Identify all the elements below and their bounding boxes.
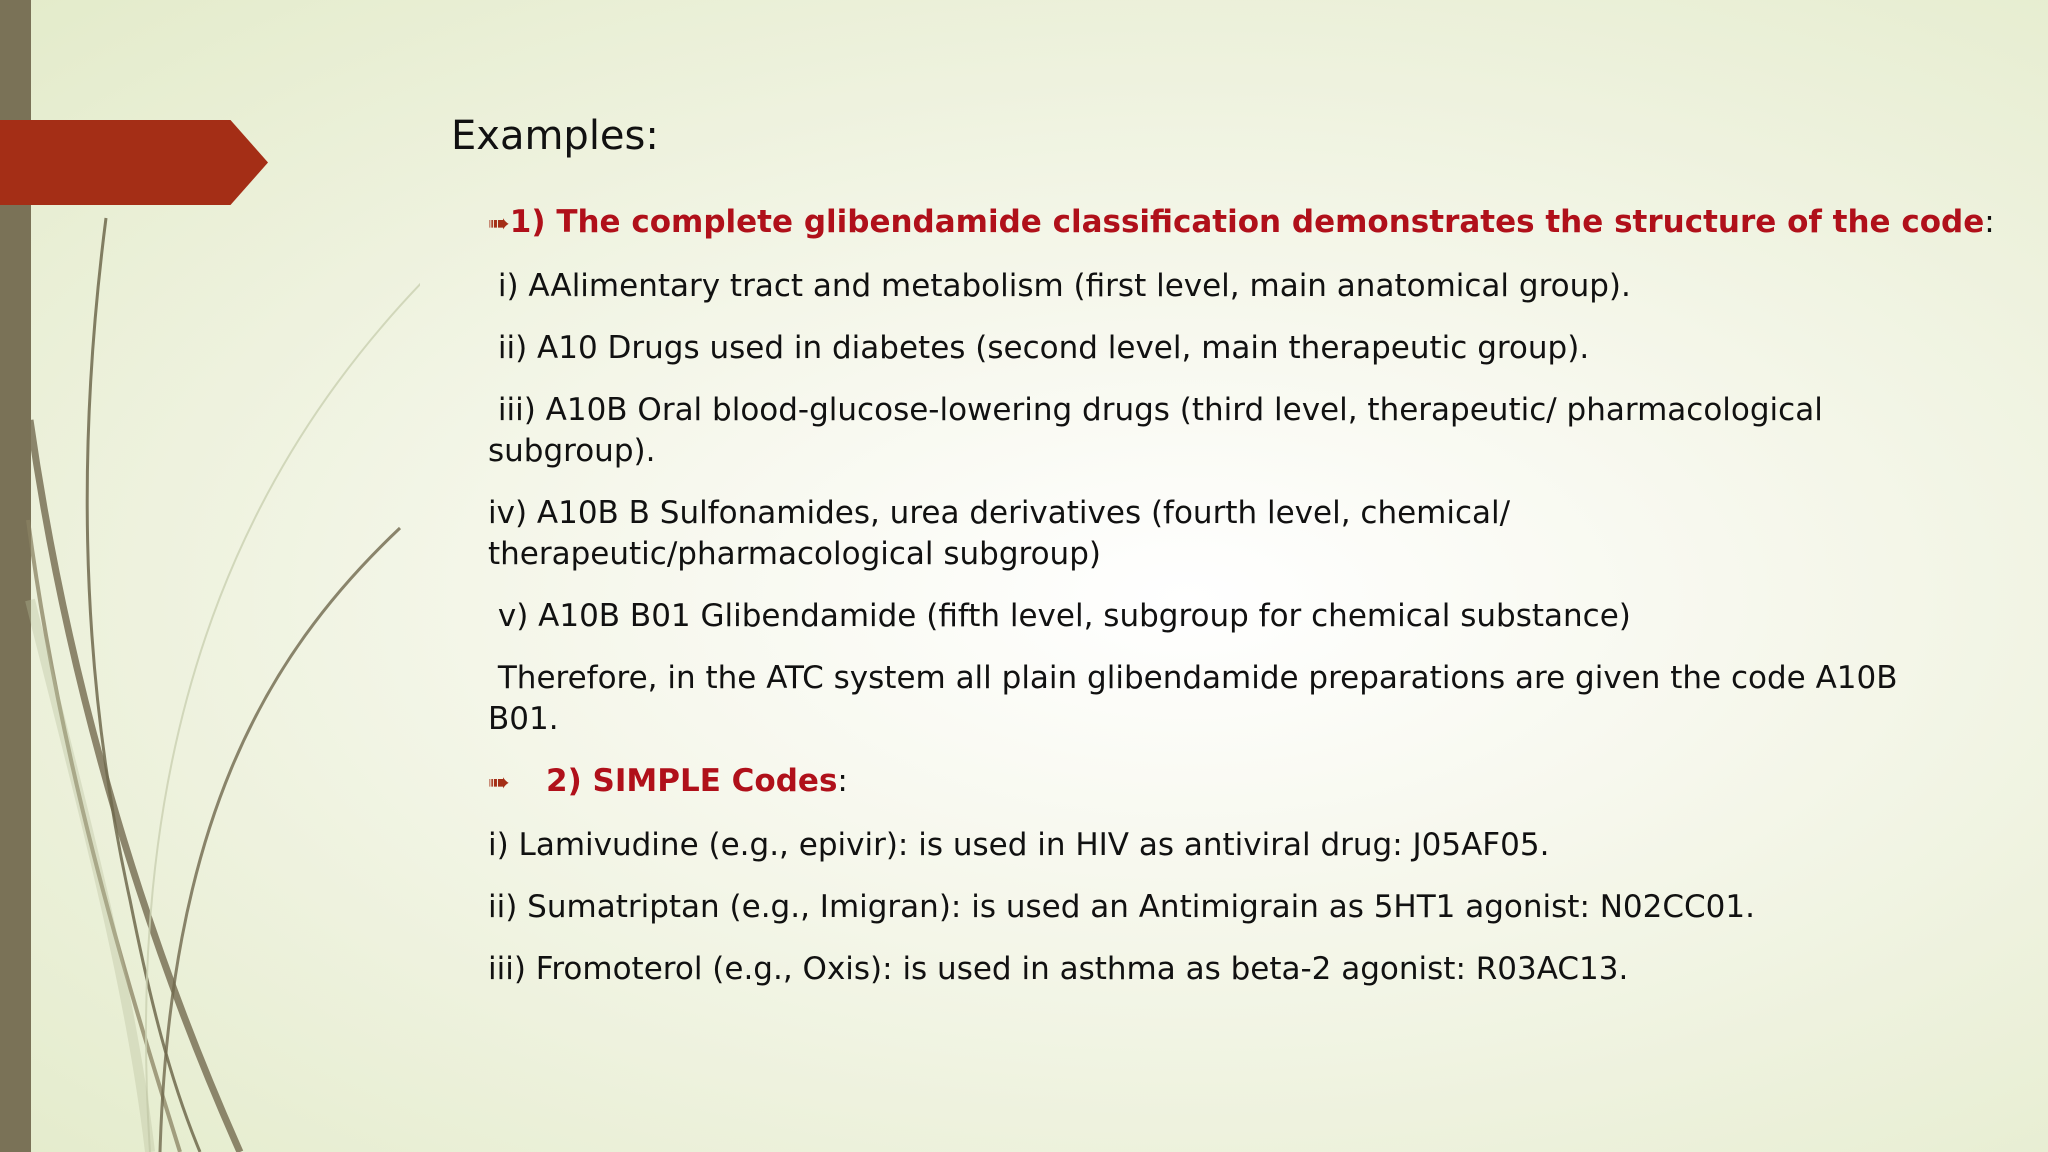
red-title-tab xyxy=(0,120,268,205)
bullet-2-suffix: : xyxy=(837,763,848,799)
list-item: ii) A10 Drugs used in diabetes (second level, main therapeutic group). xyxy=(488,330,1590,366)
list-item: iii) A10B Oral blood-glucose-lowering drugs (third level, therapeutic/ pharmacological subgroup). xyxy=(488,392,1833,469)
bullet-1-suffix: : xyxy=(1984,204,1995,240)
bullet-2-heading: 2) SIMPLE Codes xyxy=(546,763,838,799)
stem-4 xyxy=(160,528,400,1152)
list-item: i) Lamivudine (e.g., epivir): is used in HIV as antiviral drug: J05AF05. xyxy=(488,827,1550,863)
page-title: Examples: xyxy=(451,113,659,159)
stem-2 xyxy=(28,520,180,1152)
right-arrow-icon: ➠ xyxy=(488,209,510,239)
bullet-item-2 xyxy=(488,761,1908,804)
list-item: i) AAlimentary tract and metabolism (first level, main anatomical group). xyxy=(488,268,1631,304)
stem-5 xyxy=(146,235,420,1152)
bullet-item-1 xyxy=(488,202,1995,245)
list-item: iv) A10B B Sulfonamides, urea derivatives (fourth level, chemical/ therapeutic/pharmacological subgroup) xyxy=(488,495,1520,572)
slide-content xyxy=(488,202,1995,1011)
list-item: v) A10B B01 Glibendamide (fifth level, subgroup for chemical substance) xyxy=(488,598,1631,634)
list-item: ii) Sumatriptan (e.g., Imigran): is used an Antimigrain as 5HT1 agonist: N02CC01. xyxy=(488,889,1755,925)
list-item: iii) Fromoterol (e.g., Oxis): is used in asthma as beta-2 agonist: R03AC13. xyxy=(488,951,1629,987)
list-item: Therefore, in the ATC system all plain glibendamide preparations are given the code A10B B01. xyxy=(488,660,1908,737)
bullet-1-heading: 1) The complete glibendamide classification demonstrates the structure of the code xyxy=(509,204,1985,240)
right-arrow-icon: ➠ xyxy=(488,768,510,798)
